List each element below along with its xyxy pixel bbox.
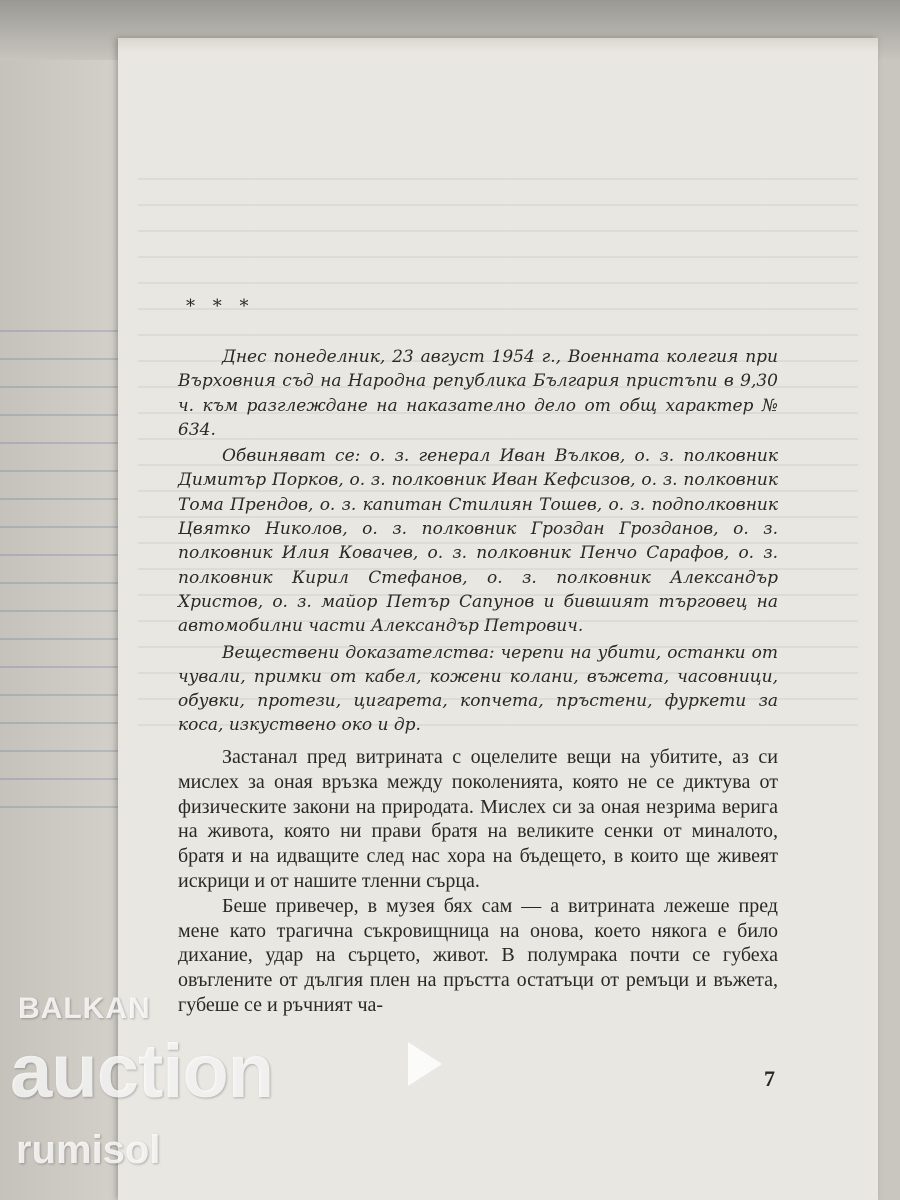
adjacent-page-text — [0, 330, 120, 830]
page-top-shadow — [118, 38, 878, 52]
watermark-play-icon — [408, 1042, 442, 1086]
page-number: 7 — [764, 1066, 775, 1091]
evidence-paragraph: Веществени доказателства: черепи на убити, останки от чували, примки от кабел, кожени колани, въжета, часовници, обувки, протези, цигарета, копчета, пръстени, фуркети за коса, изкуствено око и др. — [178, 642, 778, 736]
section-separator: * * * — [186, 296, 255, 317]
watermark-rumisol: rumisol — [16, 1128, 161, 1172]
court-opening-paragraph: Днес понеделник, 23 август 1954 г., Военната колегия при Върховния съд на Народна република България пристъпи в 9,30 ч. към разглеждане на наказателно дело от общ характер № 634. — [178, 347, 778, 440]
body-paragraph: Застанал пред витрината с оцелелите вещи на убитите, аз си мислех за оная връзка между поколенията, която не се диктува от физическите закони на природата. Мислех си за оная незрима верига на живота, която ни прави братя на великите сенки от миналото, братя и на идващите след нас хора на бъдещето, в които ще живеят искрици и от нашите тленни сърца. — [178, 746, 778, 892]
body-paragraph: Беше привечер, в музея бях сам — а витрината лежеше пред мене като трагична съкровищница на онова, което някога е било дихание, удар на сърцето, живот. В полумрака почти се губеха овъглените от дългия плен на пръстта остатъци от ремъци и въжета, губеше се и ръчният ча- — [178, 894, 778, 1016]
accused-list-paragraph: Обвиняват се: о. з. генерал Иван Вълков, о. з. полковник Димитър Порков, о. з. полковник Иван Кефсизов, о. з. полковник Тома Прендов, о. з. капитан Стилиян Тошев, о. з. подполковник Цвятко Николов, о. з. полковник Гроздан Грозданов, о. з. полковник Илия Ковачев, о. з. полковник Пенчо Сарафов, о. з. полковник Кирил Стефанов, о. з. полковник Александър Христов, о. з. майор Петър Сапунов и бившият търговец на автомобилни части Александър Петрович. — [178, 446, 778, 637]
main-text-block — [178, 745, 778, 1018]
court-record-block — [178, 345, 778, 738]
watermark-balkan: BALKAN — [18, 992, 151, 1025]
watermark-auction: auction — [10, 1029, 274, 1114]
